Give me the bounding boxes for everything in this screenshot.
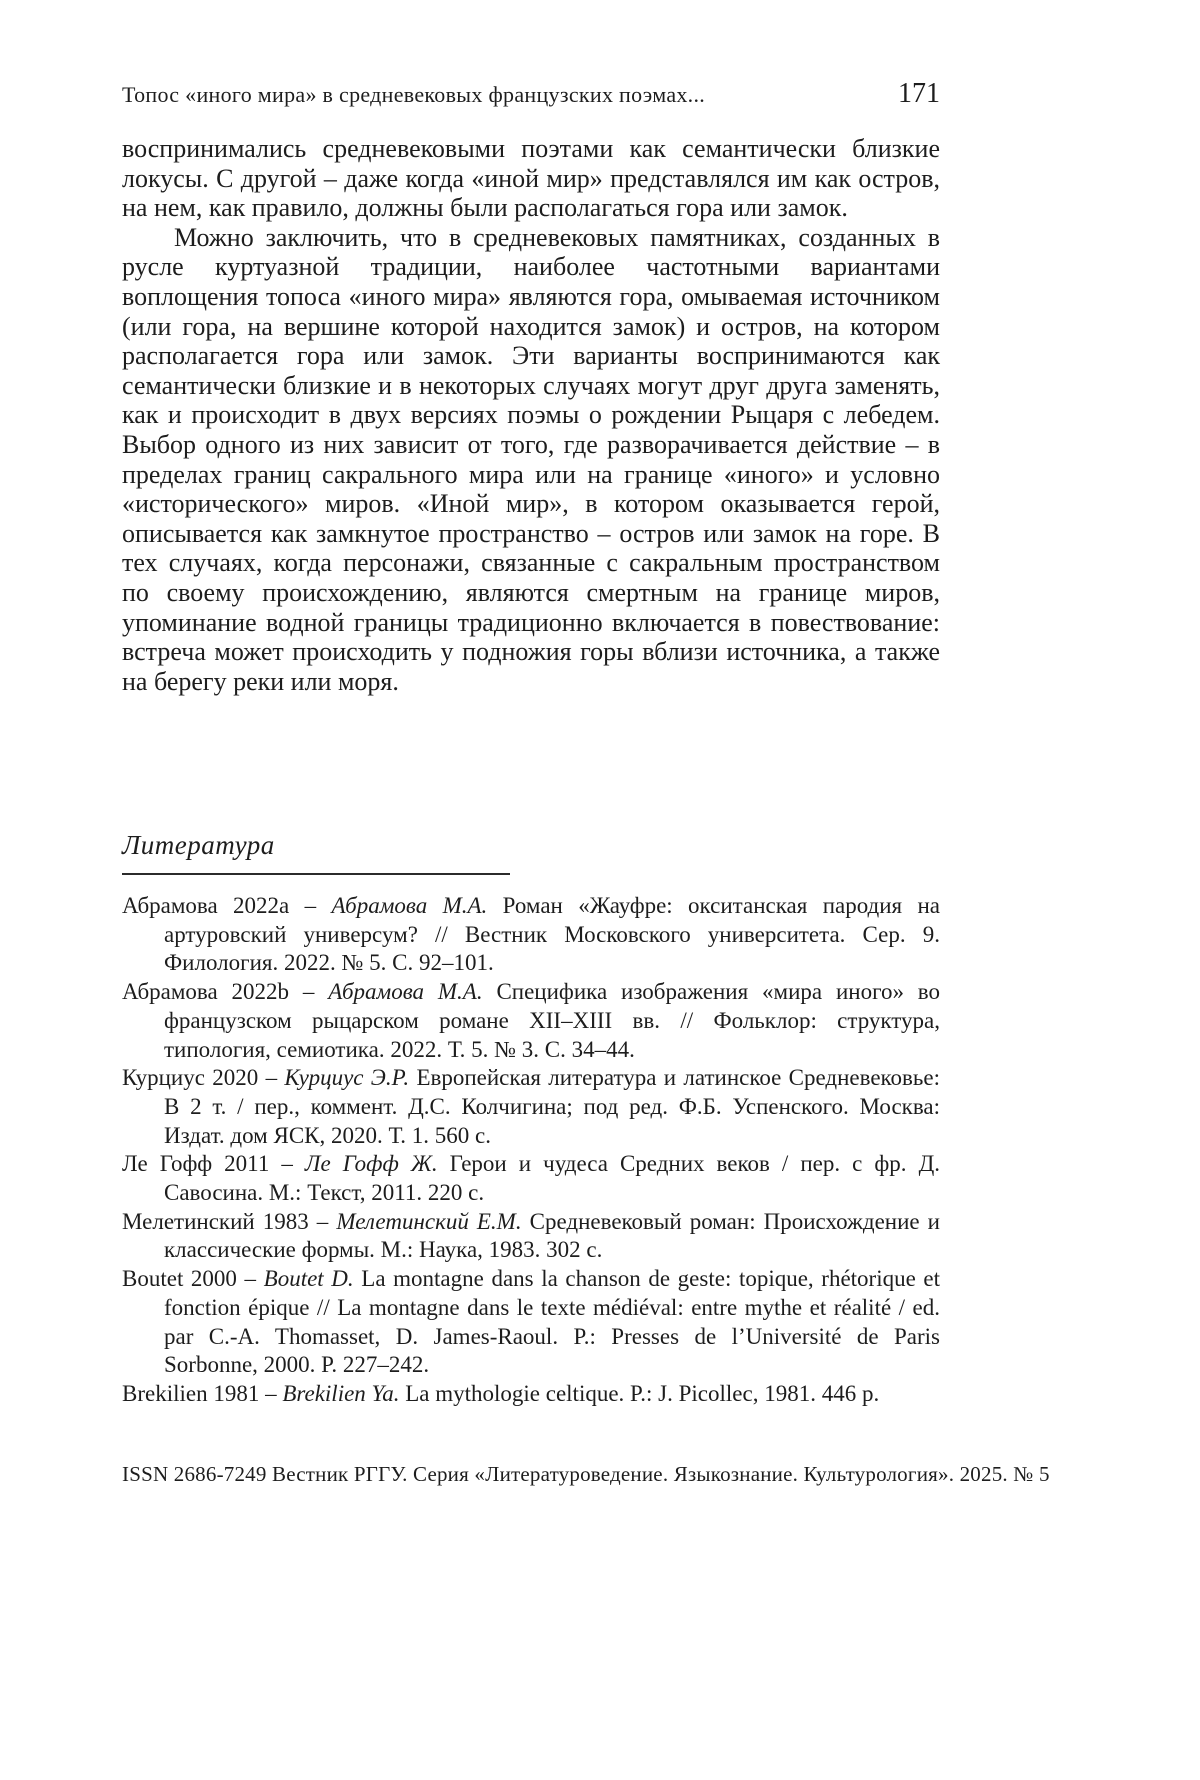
section-heading <box>122 830 510 875</box>
footer-text: ISSN 2686-7249 Вестник РГГУ. Серия «Литературоведение. Языкознание. Культурология». 2025. № 5 <box>122 1462 1050 1486</box>
reference-author: Boutet D. <box>263 1266 354 1292</box>
reference-item <box>122 1265 940 1380</box>
reference-text: La mythologie celtique. P.: J. Picollec, 1981. 446 p. <box>399 1380 880 1406</box>
reference-text: Мелетинский 1983 – <box>122 1208 337 1234</box>
reference-author: Абрамова М.А. <box>331 893 488 918</box>
reference-text: Абрамова 2022a – <box>122 893 332 918</box>
reference-text: Европейская литература и латинское Средневековье: В 2 т. / пер., коммент. Д.С. Колчигина; под ред. Ф.Б. Успенского. Москва: Издат. дом ЯСК, 2020. Т. 1. 560 с. <box>164 1065 940 1148</box>
body-paragraph: Можно заключить, что в средневековых памятниках, созданных в русле куртуазной традиции, наиболее частотными вариантами воплощения топоса «иного мира» являются гора, омываемая источником (или гора, на вершине которой находится замок) и остров, на котором располагается гора или замок. Эти варианты воспринимаются как семантически близкие и в некоторых случаях могут друг друга заменять, как и происходит в двух версиях поэмы о рождении Рыцаря с лебедем. Выбор одного из них зависит от того, где разворачивается действие – в пределах границ сакрального мира или на границе «иного» и условно «исторического» миров. «Иной мир», в котором оказывается герой, описывается как замкнутое пространство – остров или замок на горе. В тех случаях, когда персонажи, связанные с сакральным пространством по своему происхождению, являются смертным на границе миров, упоминание водной границы традиционно включается в повествование: встреча может происходить у подножия горы вблизи источника, а также на берегу реки или моря. <box>122 222 940 696</box>
reference-item <box>122 1380 940 1409</box>
reference-text: Роман «Жауфре: окситанская пародия на артуровский универсум? // Вестник Московского университета. Сер. 9. Филология. 2022. № 5. С. 92–101. <box>164 893 941 976</box>
reference-author: Курциус Э.Р. <box>284 1065 410 1091</box>
reference-item <box>122 1064 940 1150</box>
reference-text: Специфика изображения «мира иного» во французском рыцарском романе XII–XIII вв. // Фольклор: структура, типология, семиотика. 2022. Т. 5. № 3. С. 34–44. <box>164 979 941 1062</box>
section-title: Литература <box>122 830 275 860</box>
reference-author: Мелетинский Е.М. <box>336 1208 522 1234</box>
reference-author: Абрамова М.А. <box>328 979 483 1005</box>
reference-item <box>122 1208 940 1265</box>
reference-text: Boutet 2000 – <box>122 1266 264 1292</box>
reference-item <box>122 1150 940 1207</box>
reference-text: Ле Гофф 2011 – <box>122 1151 305 1177</box>
references-list <box>122 892 940 1409</box>
reference-item <box>122 978 940 1064</box>
reference-text: Абрамова 2022b – <box>122 979 329 1005</box>
reference-text: Brekilien 1981 – <box>122 1380 283 1406</box>
reference-text: Курциус 2020 – <box>122 1065 285 1091</box>
body-paragraph: воспринимались средневековыми поэтами как семантически близкие локусы. С другой – даже когда «иной мир» представлялся им как остров, на нем, как правило, должны были располагаться гора или замок. <box>122 134 940 223</box>
reference-text: Средневековый роман: Происхождение и классические формы. М.: Наука, 1983. 302 с. <box>164 1208 940 1263</box>
reference-text: La montagne dans la chanson de geste: topique, rhétorique et fonction épique // La montagne dans le texte médiéval: entre mythe et réalité / ed. par C.-A. Thomasset, D. James-Raoul. P.: Presses de l’Université de Paris Sorbonne, 2000. P. 227–242. <box>164 1266 940 1378</box>
page-number: 171 <box>898 78 940 109</box>
running-title: Топос «иного мира» в средневековых французских поэмах... <box>122 82 706 107</box>
reference-author: Ле Гофф Ж. <box>304 1151 438 1177</box>
body-paragraphs <box>122 134 940 696</box>
reference-text: Герои и чудеса Средних веков / пер. с фр. Д. Савосина. М.: Текст, 2011. 220 с. <box>164 1151 941 1206</box>
reference-item <box>122 892 940 978</box>
page-header <box>122 78 940 110</box>
reference-author: Brekilien Ya. <box>282 1380 400 1406</box>
